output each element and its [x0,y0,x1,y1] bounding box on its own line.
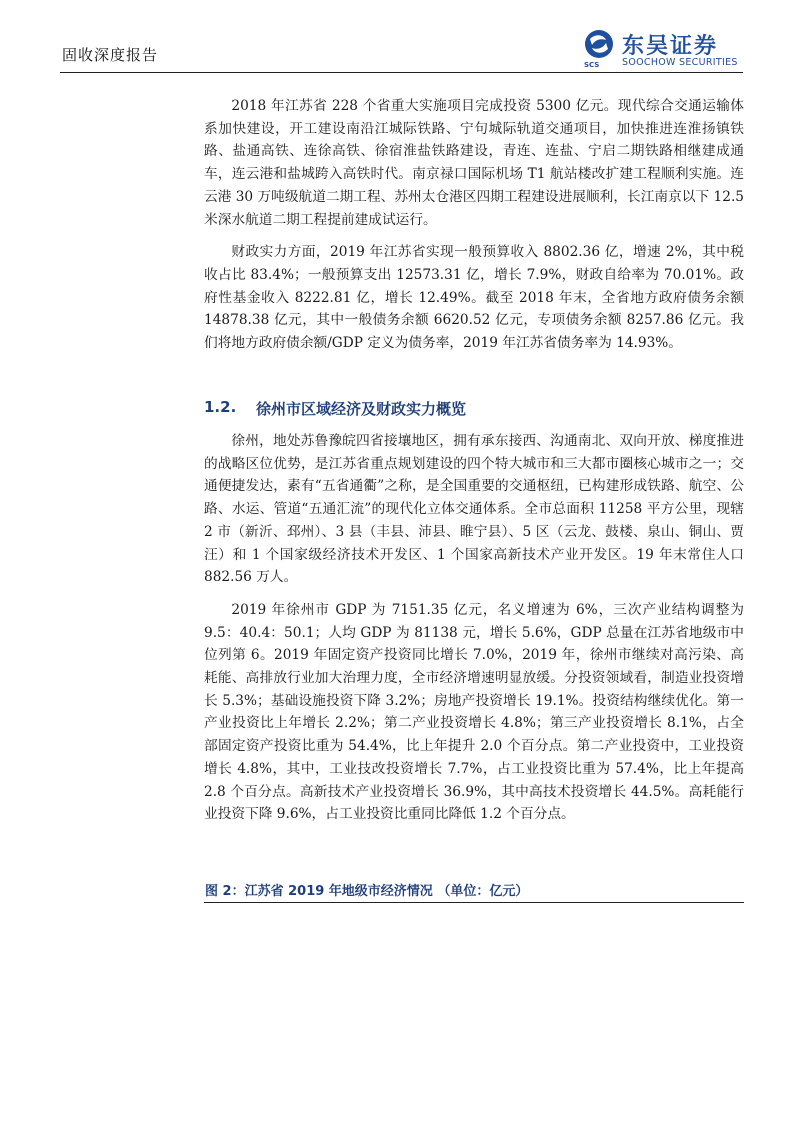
report-type-label: 固收深度报告 [62,46,159,64]
section-1-1-tail [204,95,744,355]
page-header [0,0,800,92]
figure-caption: 图 2：江苏省 2019 年地级市经济情况 （单位：亿元） [205,884,529,899]
logo-company-name-cn: 东吴证券 [622,34,719,59]
paragraph-jiangsu-investment: 2018 年江苏省 228 个省重大实施项目完成投资 5300 亿元。现代综合交通运输体系加快建设，开工建设南沿江城际铁路、宁句城际轨道交通项目，加快推进连淮扬镇铁路、盐通高铁、连徐高铁、徐宿淮盐铁路建设，青连、连盐、宁启二期铁路相继建成通车，连云港和盐城跨入高铁时代。南京禄口国际机场 T1 航站楼改扩建工程顺利实施。连云港 30 万吨级航道二期工程、苏州太仓港区四期工程建设进展顺利，长江南京以下 12.5 米深水航道二期工程提前建成试运行。 [204,98,745,228]
section-number: 1.2. [204,398,237,416]
header-divider [60,72,743,73]
paragraph-jiangsu-fiscal: 财政实力方面，2019 年江苏省实现一般预算收入 8802.36 亿，增速 2%，其中税收占比 83.4%；一般预算支出 12573.31 亿，增长 7.9%，财政自给率为 70.01%。政府性基金收入 8222.81 亿，增长 12.49%。截至 2018 年末，全省地方政府债务余额 14878.38 亿元，其中一般债务余额 6620.52 亿元，专项债务余额 8257.86 亿元。我们将地方政府债余额/GDP 定义为债务率，2019 年江苏省债务率为 14.93%。 [204,244,744,352]
logo-mark-text: SCS [584,61,600,69]
company-logo [582,29,747,73]
paragraph-xuzhou-economy: 2019 年徐州市 GDP 为 7151.35 亿元，名义增速为 6%，三次产业结构调整为 9.5：40.4：50.1；人均 GDP 为 81138 元，增长 5.6%，GDP 总量在江苏省地级市中位列第 6。2019 年固定资产投资同比增长 7.0%，2019 年，徐州市继续对高污染、高耗能、高排放行业加大治理力度，全市经济增速明显放缓。分投资领域看，制造业投资增长 5.3%；基础设施投资下降 3.2%；房地产投资增长 19.1%。投资结构继续优化。第一产业投资比上年增长 2.2%；第二产业投资增长 4.8%；第三产业投资增长 8.1%，占全部固定资产投资比重为 54.4%，比上年提升 2.0 个百分点。第二产业投资中，工业投资增长 4.8%，其中，工业技改投资增长 7.7%，占工业投资比重为 57.4%，比上年提高 2.8 个百分点。高新技术产业投资增长 36.9%，其中高技术投资增长 44.5%。高耗能行业投资下降 9.6%，占工业投资比重同比降低 1.2 个百分点。 [204,601,744,823]
soochow-logo-icon [582,29,616,65]
section-title: 徐州市区域经济及财政实力概览 [256,400,467,418]
section-1-2-body [204,430,744,826]
paragraph-xuzhou-overview: 徐州，地处苏鲁豫皖四省接壤地区，拥有承东接西、沟通南北、双向开放、梯度推进的战略区位优势，是江苏省重点规划建设的四个特大城市和三大都市圈核心城市之一；交通便捷发达，素有“五省通衢”之称，是全国重要的交通枢纽，已构建形成铁路、航空、公路、水运、管道“五通汇流”的现代化立体交通体系。全市总面积 11258 平方公里，现辖 2 市（新沂、邳州）、3 县（丰县、沛县、睢宁县）、5 区（云龙、鼓楼、泉山、铜山、贾汪）和 1 个国家级经济技术开发区、1 个国家高新技术产业开发区。19 年末常住人口 882.56 万人。 [204,433,744,586]
logo-company-name-en: SOOCHOW SECURITIES [622,57,738,68]
figure-divider [204,902,744,903]
